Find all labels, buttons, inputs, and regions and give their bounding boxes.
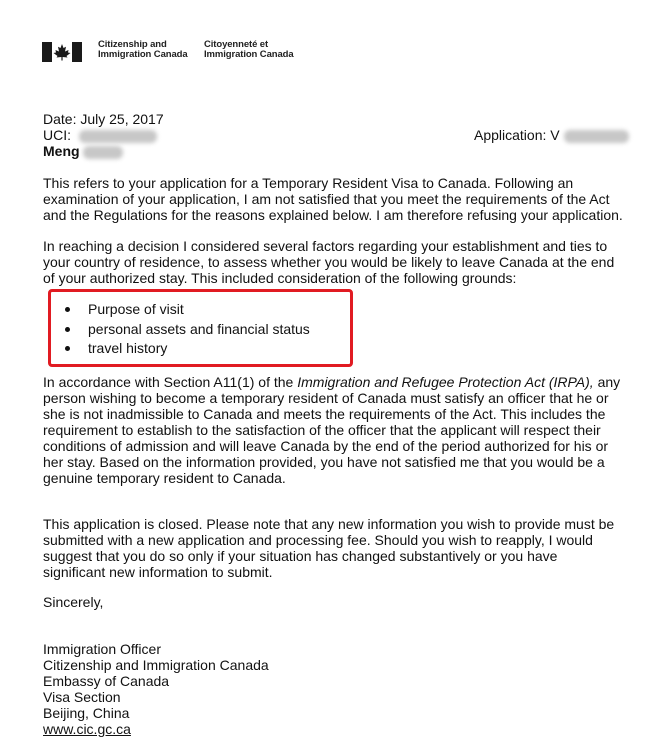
- irpa-act-name: Immigration and Refugee Protection Act (IRPA),: [297, 374, 594, 390]
- date-text: Date: July 25, 2017: [43, 111, 164, 127]
- grounds-list: [62, 300, 310, 359]
- paragraph-closed: This application is closed. Please note that any new information you wish to provide must be submitted with a new application and processing fee. Should you wish to reapply, I would suggest that you do so only if your situation has changed substantively or you have significant new information to submit.: [43, 516, 615, 580]
- ground-text: Purpose of visit: [88, 301, 184, 317]
- officer-title: Immigration Officer: [43, 641, 161, 657]
- letterhead: [42, 40, 314, 62]
- bullet-icon: [65, 327, 70, 332]
- ground-text: personal assets and financial status: [88, 320, 310, 337]
- application-label: Application: V: [474, 127, 560, 143]
- bullet-icon: [65, 346, 70, 351]
- letter-date: [43, 111, 164, 127]
- name-redaction: [83, 146, 123, 159]
- department-name-english: [98, 40, 198, 60]
- paragraph-considerations: In reaching a decision I considered several factors regarding your establishment and ties to your country of residence, to assess whether you would be likely to leave Canada at the end of your authorized stay. This included consideration of the following grounds:: [43, 238, 615, 286]
- website-link[interactable]: www.cic.gc.ca: [43, 721, 131, 737]
- application-number: [474, 127, 629, 143]
- signature-section: Visa Section: [43, 689, 121, 705]
- irpa-text-before: In accordance with Section A11(1) of the: [43, 374, 298, 390]
- bullet-icon: [65, 307, 70, 312]
- applicant-name: [43, 143, 123, 159]
- signature-department: Citizenship and Immigration Canada: [43, 657, 269, 673]
- application-redaction: [564, 130, 629, 143]
- department-name-french: [204, 40, 314, 60]
- department-fr-line1: Citoyenneté et: [204, 39, 269, 50]
- uci-label: UCI:: [43, 127, 71, 143]
- paragraph-irpa: [43, 374, 623, 486]
- irpa-text-after: any person wishing to become a temporary resident of Canada must satisfy an officer that he or she is not inadmissible to Canada and meets the requirements of the Act. This includes the requirement to establish to the satisfaction of the officer that the applicant will respect their conditions of admission and will leave Canada by the end of the period authorized for his or her stay. Based on the information provided, you have not satisfied me that you would be a genuine temporary resident to Canada.: [43, 374, 621, 486]
- closing-salutation: Sincerely,: [43, 594, 104, 610]
- list-item: [62, 300, 310, 320]
- signature-embassy: Embassy of Canada: [43, 673, 170, 689]
- uci-redaction: [79, 130, 157, 143]
- list-item: [62, 339, 310, 359]
- uci-line: [43, 127, 157, 143]
- department-en-line1: Citizenship and: [98, 39, 167, 50]
- list-item: [62, 320, 310, 340]
- paragraph-refusal: This refers to your application for a Temporary Resident Visa to Canada. Following an examination of your application, I am not satisfied that you meet the requirements of the Act and the Regulations for the reasons explained below. I am therefore refusing your application.: [43, 175, 623, 223]
- department-en-line2: Immigration Canada: [98, 49, 188, 60]
- signature-location: Beijing, China: [43, 705, 130, 721]
- canada-flag-icon: [42, 42, 82, 62]
- department-fr-line2: Immigration Canada: [204, 49, 294, 60]
- ground-text: travel history: [88, 340, 168, 356]
- name-prefix: Meng: [43, 143, 80, 159]
- signature-block: [43, 641, 269, 737]
